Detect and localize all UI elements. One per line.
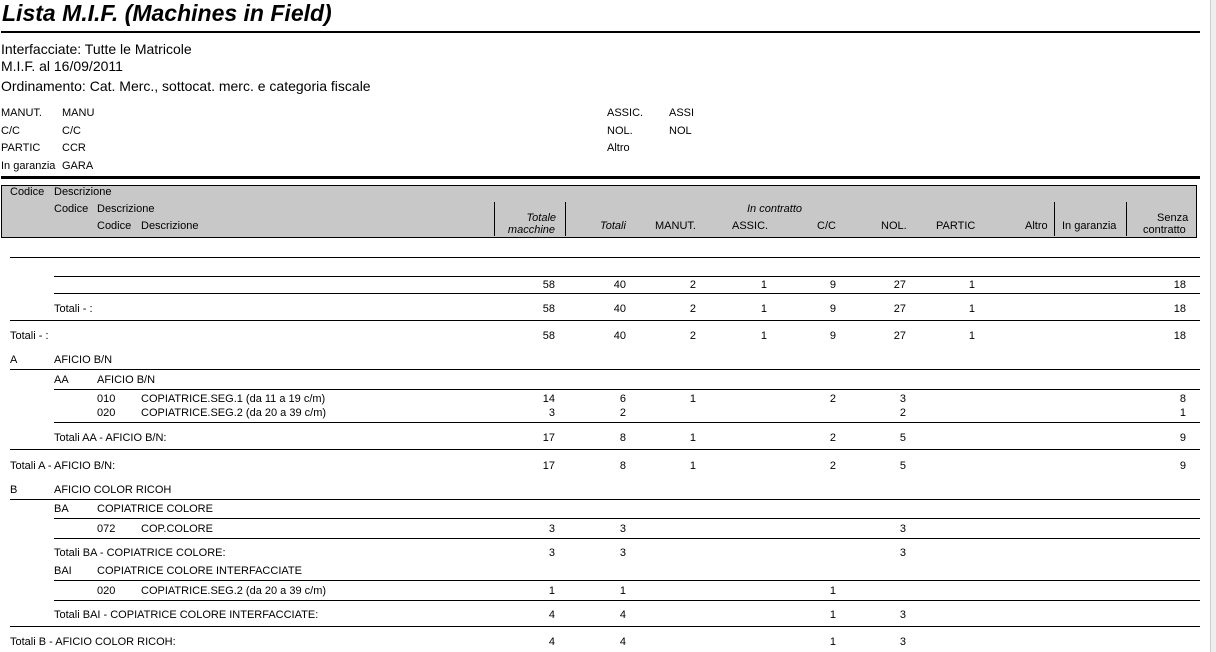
row-rule (10, 369, 1200, 370)
row-rule (10, 257, 1200, 258)
header-separator (565, 202, 566, 236)
cell-totale: 17 (542, 460, 555, 472)
header-separator (1054, 202, 1055, 236)
cell-partic: 1 (968, 279, 975, 291)
cell-totale: 4 (548, 609, 555, 621)
cell-nol: 27 (893, 279, 906, 291)
legend-abbr: MANU (62, 107, 95, 119)
cell-cc: 1 (829, 585, 836, 597)
header-senza: Senza (1157, 212, 1189, 224)
cell-totali: 6 (619, 393, 626, 405)
cell-totale: 58 (542, 279, 555, 291)
row-rule (10, 499, 1200, 500)
cell-totale: 17 (542, 432, 555, 444)
header-codice: Codice (97, 220, 132, 232)
cell-totale: 1 (548, 585, 555, 597)
row-rule (54, 538, 1200, 539)
cell-totali: 4 (619, 636, 626, 648)
group-desc: AFICIO B/N (54, 354, 113, 366)
cell-totale: 3 (548, 407, 555, 419)
row-rule (10, 449, 1200, 450)
ordinamento-text: Ordinamento: Cat. Merc., sottocat. merc. e categoria fiscale (1, 78, 371, 94)
legend-abbr: CCR (62, 142, 86, 154)
subgroup-code: AA (54, 374, 69, 386)
cell-cc: 9 (829, 279, 836, 291)
cell-totali: 3 (619, 547, 626, 559)
row-rule (10, 320, 1200, 321)
item-desc: COPIATRICE.SEG.2 (da 20 a 39 c/m) (141, 585, 327, 597)
legend-code: MANUT. (1, 107, 42, 119)
header-altro: Altro (1025, 220, 1048, 232)
cell-totali: 2 (619, 407, 626, 419)
cell-totali: 40 (613, 303, 626, 315)
item-code: 020 (97, 585, 116, 597)
cell-cc: 2 (829, 393, 836, 405)
cell-cc: 9 (829, 303, 836, 315)
header-contratto: contratto (1143, 224, 1186, 236)
cell-nol: 3 (899, 636, 906, 648)
row-label: Totali BA - COPIATRICE COLORE: (54, 547, 226, 559)
subgroup-code: BAI (54, 565, 72, 577)
cell-nol: 3 (899, 523, 906, 535)
legend-code: PARTIC (1, 142, 41, 154)
subgroup-desc: AFICIO B/N (97, 374, 156, 386)
cell-senza: 18 (1173, 330, 1186, 342)
cell-totale: 58 (542, 330, 555, 342)
cell-partic: 1 (968, 330, 975, 342)
cell-cc: 9 (829, 330, 836, 342)
cell-assic: 1 (760, 330, 767, 342)
cell-totale: 58 (542, 303, 555, 315)
header-totali: Totali (600, 220, 626, 232)
legend-code: Altro (607, 142, 630, 154)
cell-totali: 40 (613, 330, 626, 342)
mif-date-text: M.I.F. al 16/09/2011 (1, 58, 123, 74)
row-rule (54, 276, 1200, 277)
group-code: B (10, 484, 18, 496)
cell-senza: 9 (1179, 432, 1186, 444)
cell-totali: 3 (619, 523, 626, 535)
header-cc: C/C (817, 220, 836, 232)
legend-code: ASSIC. (607, 107, 644, 119)
item-desc: COPIATRICE.SEG.1 (da 11 a 19 c/m) (141, 393, 326, 405)
group-desc: AFICIO COLOR RICOH (54, 484, 172, 496)
item-code: 020 (97, 407, 116, 419)
cell-cc: 1 (829, 636, 836, 648)
header-codice: Codice (10, 186, 45, 198)
cell-cc: 2 (829, 432, 836, 444)
cell-totali: 8 (619, 432, 626, 444)
row-rule (54, 422, 1200, 423)
row-label: Totali BAI - COPIATRICE COLORE INTERFACCIATE: (54, 609, 319, 621)
interfacciate-text: Interfacciate: Tutte le Matricole (1, 41, 192, 57)
legend-abbr: C/C (62, 125, 81, 137)
cell-manut: 1 (689, 460, 696, 472)
header-in-garanzia: In garanzia (1062, 220, 1117, 232)
cell-assic: 1 (760, 279, 767, 291)
cell-totale: 4 (548, 636, 555, 648)
legend-abbr: NOL (669, 125, 692, 137)
cell-totali: 1 (619, 585, 626, 597)
cell-assic: 1 (760, 303, 767, 315)
cell-nol: 3 (899, 393, 906, 405)
vertical-scrollbar[interactable] (1210, 0, 1216, 652)
group-code: A (10, 354, 18, 366)
row-rule (54, 580, 1200, 581)
report-title: Lista M.I.F. (Machines in Field) (2, 0, 332, 26)
subgroup-desc: COPIATRICE COLORE (97, 503, 213, 515)
header-codice: Codice (54, 203, 89, 215)
header-descrizione: Descrizione (54, 186, 112, 198)
row-rule (54, 389, 1200, 390)
row-label: Totali - : (54, 303, 93, 315)
cell-senza: 18 (1173, 303, 1186, 315)
legend-code: C/C (1, 125, 20, 137)
cell-senza: 18 (1173, 279, 1186, 291)
cell-totale: 3 (548, 523, 555, 535)
subgroup-code: BA (54, 503, 69, 515)
item-desc: COPIATRICE.SEG.2 (da 20 a 39 c/m) (141, 407, 327, 419)
cell-nol: 3 (899, 609, 906, 621)
row-label: Totali A - AFICIO B/N: (10, 460, 116, 472)
header-in-contratto: In contratto (747, 203, 803, 215)
row-label: Totali B - AFICIO COLOR RICOH: (10, 636, 176, 648)
cell-manut: 1 (689, 393, 696, 405)
header-partic: PARTIC (936, 220, 976, 232)
row-rule (54, 600, 1200, 601)
cell-totale: 3 (548, 547, 555, 559)
row-rule (54, 518, 1200, 519)
cell-manut: 2 (689, 303, 696, 315)
cell-totali: 40 (613, 279, 626, 291)
row-rule (10, 626, 1200, 627)
cell-senza: 1 (1179, 407, 1186, 419)
cell-nol: 5 (899, 460, 906, 472)
legend-code: In garanzia (1, 160, 56, 172)
cell-senza: 8 (1179, 393, 1186, 405)
item-code: 072 (97, 523, 116, 535)
row-label: Totali AA - AFICIO B/N: (54, 432, 167, 444)
row-label: Totali - : (10, 330, 49, 342)
cell-totali: 4 (619, 609, 626, 621)
header-nol: NOL. (881, 220, 907, 232)
cell-cc: 1 (829, 609, 836, 621)
item-desc: COP.COLORE (141, 523, 213, 535)
legend-abbr: GARA (62, 160, 94, 172)
cell-manut: 1 (689, 432, 696, 444)
cell-totali: 8 (619, 460, 626, 472)
cell-nol: 5 (899, 432, 906, 444)
cell-manut: 2 (689, 330, 696, 342)
header-manut: MANUT. (655, 220, 696, 232)
header-assic: ASSIC. (732, 220, 769, 232)
header-descrizione: Descrizione (97, 203, 155, 215)
cell-totale: 14 (542, 393, 555, 405)
cell-cc: 2 (829, 460, 836, 472)
legend-rule (1, 176, 1200, 179)
cell-nol: 27 (893, 303, 906, 315)
header-totale: Totale (526, 212, 556, 224)
title-rule (1, 31, 1200, 33)
header-macchine: macchine (507, 224, 555, 236)
legend-abbr: ASSI (669, 107, 695, 119)
subgroup-desc: COPIATRICE COLORE INTERFACCIATE (97, 565, 302, 577)
legend-code: NOL. (607, 125, 633, 137)
cell-manut: 2 (689, 279, 696, 291)
cell-nol: 3 (899, 547, 906, 559)
cell-nol: 27 (893, 330, 906, 342)
cell-partic: 1 (968, 303, 975, 315)
header-descrizione: Descrizione (141, 220, 199, 232)
cell-nol: 2 (899, 407, 906, 419)
row-rule (54, 293, 1200, 294)
cell-senza: 9 (1179, 460, 1186, 472)
item-code: 010 (97, 393, 116, 405)
header-separator (1126, 202, 1127, 236)
